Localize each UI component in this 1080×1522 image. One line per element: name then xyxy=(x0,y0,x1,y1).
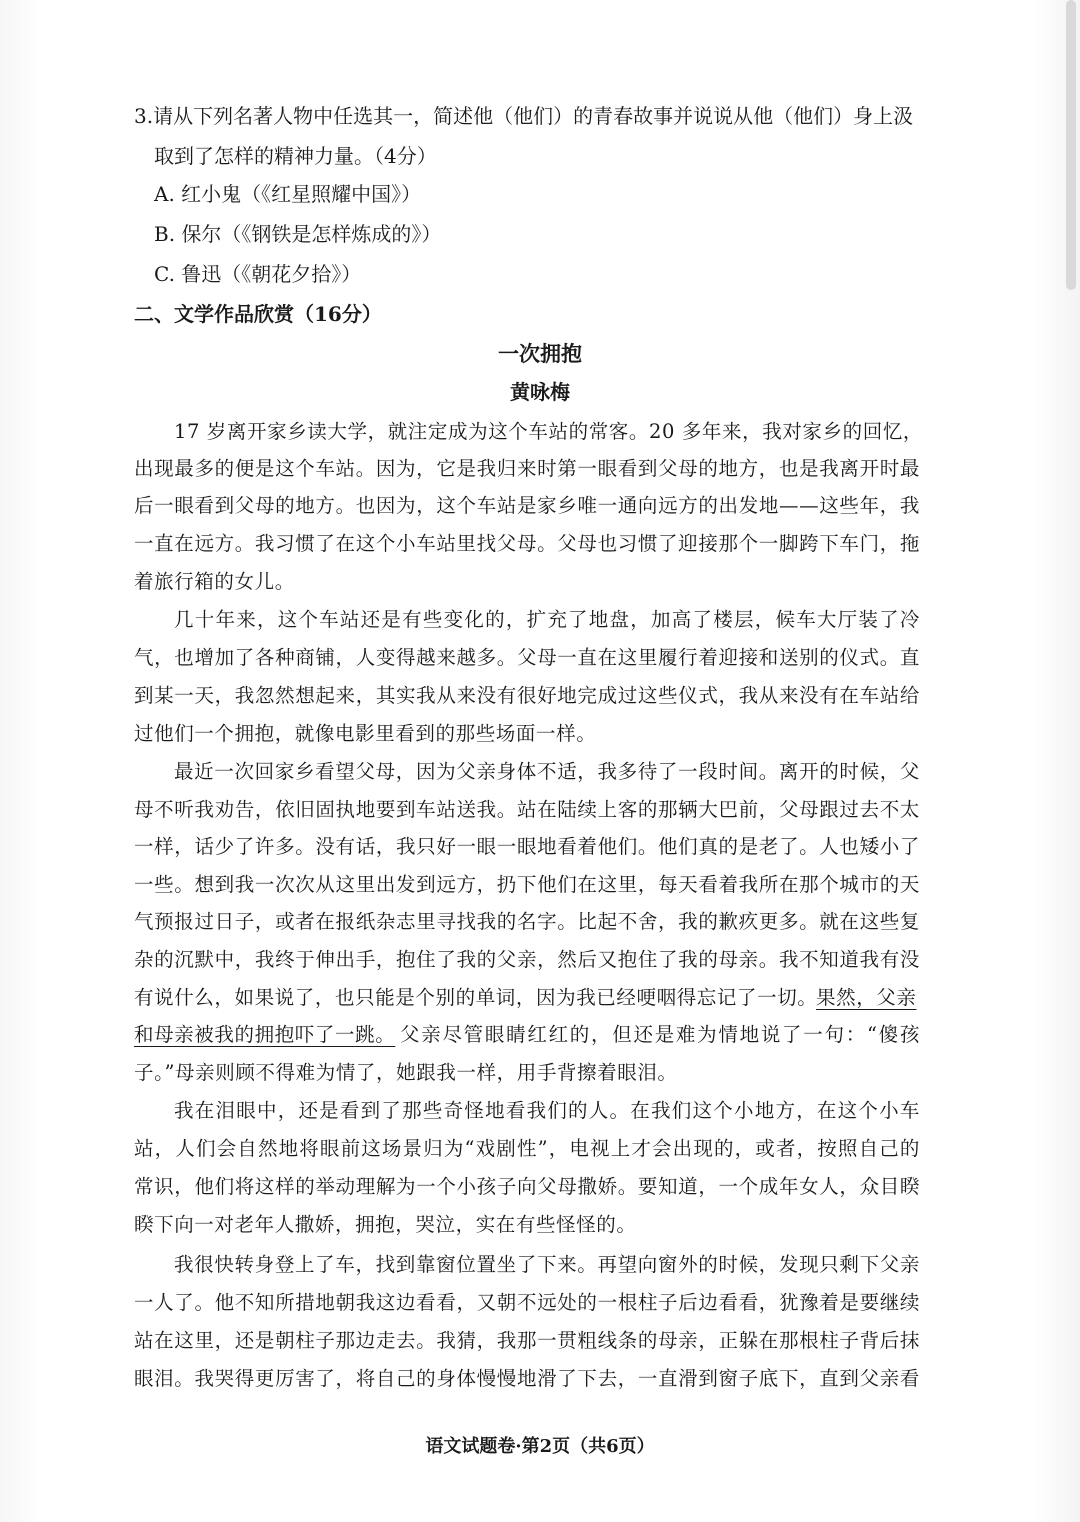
text-line: 子。”母亲则顾不得难为情了，她跟我一样，用手背擦着眼泪。 xyxy=(134,1061,678,1084)
text-line: 有说什么，如果说了，也只能是个别的单词，因为我已经哽咽得忘记了一切。 xyxy=(134,986,818,1009)
text-line: 睽下向一对老年人撒娇，拥抱，哭泣，实在有些怪怪的。 xyxy=(134,1213,637,1236)
text-line: 父亲尽管眼睛红红的，但还是难为情地说了一句：“傻孩 xyxy=(400,1023,920,1046)
question-3-text: 3.请从下列名著人物中任选其一，简述他（他们）的青春故事并说说从他（他们）身上汲 xyxy=(134,104,914,128)
text-line: 气预报过日子，或者在报纸杂志里寻找我的名字。比起不舍，我的歉疚更多。就在这些复 xyxy=(134,910,920,933)
text-line: 一些。想到我一次次从这里出发到远方，扔下他们在这里，每天看着我所在那个城市的天 xyxy=(134,873,920,896)
option-b: B. 保尔（《钢铁是怎样炼成的》） xyxy=(154,222,442,246)
text-line: 常识，他们将这样的举动理解为一个小孩子向父母撒娇。要知道，一个成年女人，众目睽 xyxy=(134,1175,920,1198)
text-line: 17 岁离开家乡读大学，就注定成为这个车站的常客。20 多年来，我对家乡的回忆， xyxy=(174,420,924,443)
page-footer: 语文试题卷·第2页（共6页） xyxy=(425,1436,655,1457)
text-line: 几十年来，这个车站还是有些变化的，扩充了地盘，加高了楼层，候车大厅装了冷 xyxy=(174,608,920,631)
text-line: 一直在远方。我习惯了在这个小车站里找父母。父母也习惯了迎接那个一脚跨下车门，拖 xyxy=(134,532,920,555)
text-line: 一人了。他不知所措地朝我这边看看，又朝不远处的一根柱子后边看看，犹豫着是要继续 xyxy=(134,1291,920,1314)
option-a: A. 红小鬼（《红星照耀中国》） xyxy=(154,182,422,206)
article-author: 黄咏梅 xyxy=(510,380,570,404)
underlined-sentence: 和母亲被我的拥抱吓了一跳。 xyxy=(134,1023,396,1046)
text-line: 后一眼看到父母的地方。也因为，这个车站是家乡唯一通向远方的出发地——这些年，我 xyxy=(134,494,920,517)
text-line: 出现最多的便是这个车站。因为，它是我归来时第一眼看到父母的地方，也是我离开时最 xyxy=(134,457,920,480)
text-line: 站，人们会自然地将眼前这场景归为“戏剧性”，电视上才会出现的，或者，按照自己的 xyxy=(134,1137,920,1160)
text-line: 一样，话少了许多。没有话，我只好一眼一眼地看着他们。他们真的是老了。人也矮小了 xyxy=(134,835,920,858)
text-line: 过他们一个拥抱，就像电影里看到的那些场面一样。 xyxy=(134,722,597,745)
text-line: 我在泪眼中，还是看到了那些奇怪地看我们的人。在我们这个小地方，在这个小车 xyxy=(174,1099,920,1122)
section-heading: 二、文学作品欣赏（16分） xyxy=(134,302,382,326)
text-line: 站在这里，还是朝柱子那边走去。我猜，我那一贯粗线条的母亲，正躲在那根柱子背后抹 xyxy=(134,1329,920,1352)
text-line: 着旅行箱的女儿。 xyxy=(134,570,295,593)
text-line: 母不听我劝告，依旧固执地要到车站送我。站在陆续上客的那辆大巴前，父母跟过去不太 xyxy=(134,798,920,821)
scrollbar[interactable] xyxy=(1066,0,1076,290)
option-c: C. 鲁迅（《朝花夕拾》） xyxy=(154,262,362,286)
text-line: 杂的沉默中，我终于伸出手，抱住了我的父亲，然后又抱住了我的母亲。我不知道我有没 xyxy=(134,948,920,971)
text-line: 气，也增加了各种商铺，人变得越来越多。父母一直在这里履行着迎接和送别的仪式。直 xyxy=(134,646,920,669)
text-line: 最近一次回家乡看望父母，因为父亲身体不适，我多待了一段时间。离开的时候，父 xyxy=(174,760,920,783)
text-line: 我很快转身登上了车，找到靠窗位置坐了下来。再望向窗外的时候，发现只剩下父亲 xyxy=(174,1253,920,1276)
underlined-sentence: 果然，父亲 xyxy=(816,986,917,1009)
text-line: 眼泪。我哭得更厉害了，将自己的身体慢慢地滑了下去，一直滑到窗子底下，直到父亲看 xyxy=(134,1367,920,1390)
article-title: 一次拥抱 xyxy=(498,341,582,366)
text-line: 到某一天，我忽然想起来，其实我从来没有很好地完成过这些仪式，我从来没有在车站给 xyxy=(134,684,920,707)
question-3-text-cont: 取到了怎样的精神力量。（4分） xyxy=(154,144,437,168)
